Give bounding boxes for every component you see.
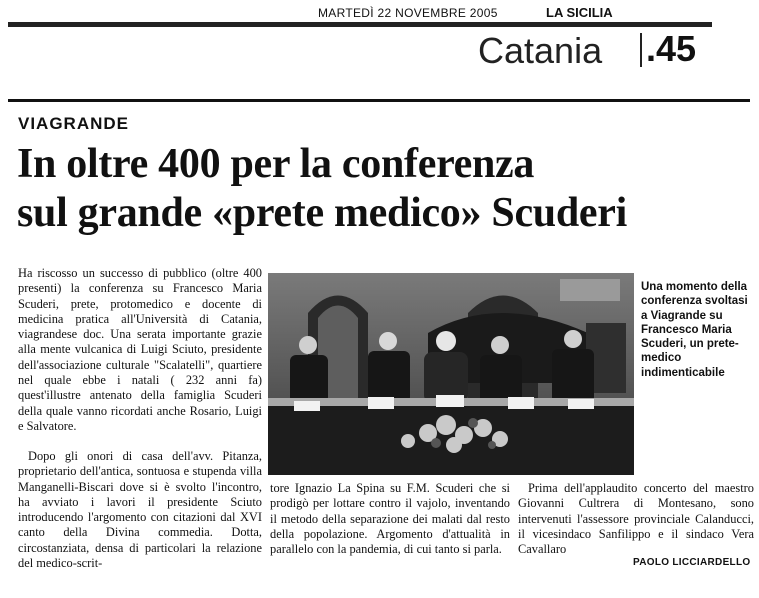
- byline: PAOLO LICCIARDELLO: [633, 557, 751, 568]
- body-column-2: [270, 481, 510, 557]
- paragraph-4: Prima dell'applaudito concerto del maestro Giovanni Cultrera di Montesano, sono intervenuti l'assessore provinciale Calanducci, il vicesindaco Sanfilippo e il sindaco Vera Cavallaro: [518, 481, 754, 557]
- conference-photo-image: [268, 273, 634, 475]
- headline-line-1: In oltre 400 per la conferenza: [17, 141, 535, 187]
- article-kicker: VIAGRANDE: [18, 114, 130, 133]
- body-column-1-continued: [18, 449, 262, 571]
- article-headline: [17, 140, 747, 238]
- header-rule: [8, 99, 750, 102]
- paragraph-3: tore Ignazio La Spina su F.M. Scuderi che si prodigò per lottare contro il vajolo, inventando il metodo della separazione dei malati dal resto della popolazione. Argomento d'attualità in parallelo con la pandemia, di cui tanto si parla.: [270, 481, 510, 557]
- page-number: .45: [646, 28, 697, 69]
- section-title: Catania: [478, 30, 603, 71]
- paragraph-2: Dopo gli onori di casa dell'avv. Pitanza, proprietario dell'antica, sontuosa e stupenda villa Manganelli-Biscari dove si è svolto l'incontro, ha avviato i lavori il presidente Sciuto introducendo l'argomento con citazioni dal XVI canto della Divina commedia. Dotta, circostanziata, densa di particolari la relazione del medico-scrit-: [18, 449, 262, 571]
- section-divider: [640, 33, 642, 67]
- masthead-rule: [8, 22, 712, 27]
- masthead-date: MARTEDÌ 22 NOVEMBRE 2005: [318, 6, 498, 20]
- newspaper-name: LA SICILIA: [546, 5, 613, 20]
- paragraph-1: Ha riscosso un successo di pubblico (oltre 400 presenti) la conferenza su Francesco Maria Scuderi, prete, protomedico e docente di medicina pratica all'Università di Catania, viagrandese doc. Una serata importante grazie alla mente vulcanica di Luigi Sciuto, presidente dell'associazione culturale "Scalatelli", quartiere nel quale ebbe i natali ( 232 anni fa) quest'illustre antenato della famiglia Scuderi della quale vanno ricordati anche Rosario, Luigi e Salvatore.: [18, 266, 262, 433]
- photo-caption: Una momento della conferenza svoltasi a Viagrande su Francesco Maria Scuderi, un prete-medico indimenticabile: [641, 281, 748, 379]
- body-column-1: [18, 266, 262, 434]
- headline-line-2: sul grande «prete medico» Scuderi: [17, 190, 627, 236]
- conference-photo: [268, 273, 634, 475]
- body-column-3: [518, 481, 754, 557]
